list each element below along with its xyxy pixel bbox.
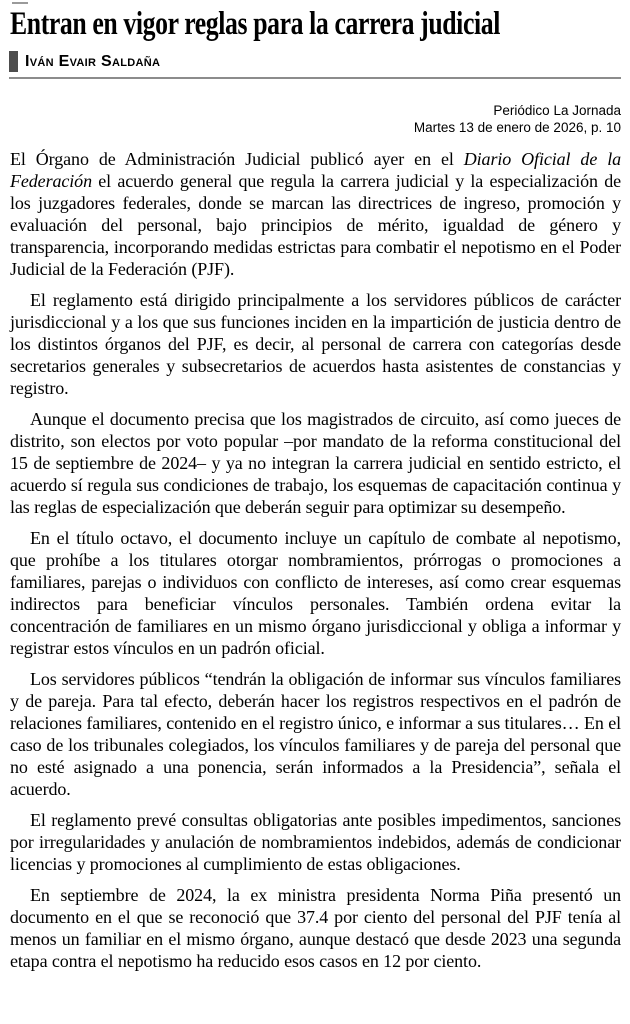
- article-paragraph: Aunque el documento precisa que los magistrados de circuito, así como jueces de distrito, son electos por voto popular –por mandato de la reforma constitucional del 15 de septiembre de 2024– y ya no integran la carrera judicial en sentido estricto, el acuerdo sí regula sus condiciones de trabajo, los esquemas de capacitación continua y las reglas de especialización que deberán seguir para optimizar su desempeño.: [10, 409, 621, 517]
- source-publication: Periódico La Jornada: [493, 103, 621, 118]
- top-edge-mark: [12, 2, 28, 4]
- article-title: Entran en vigor reglas para la carrera judicial: [10, 6, 500, 42]
- italic-publication-name: Diario Oficial de la Federación: [10, 149, 621, 191]
- byline-author: Iván Evair Saldaña: [25, 52, 161, 70]
- article-paragraph: [10, 148, 621, 280]
- source-block: [10, 102, 621, 136]
- article-paragraph: En septiembre de 2024, la ex ministra presidenta Norma Piña presentó un documento en el que se reconoció que 37.4 por ciento del personal del PJF tenía al menos un familiar en el mismo órgano, aunque destacó que desde 2023 una segunda etapa contra el nepotismo ha reducido esos casos en 12 por ciento.: [10, 885, 621, 971]
- byline-marker-icon: [9, 51, 18, 72]
- source-date-page: Martes 13 de enero de 2026, p. 10: [413, 120, 621, 135]
- paragraph-text: El Órgano de Administración Judicial publicó ayer en el: [10, 149, 464, 169]
- article-paragraph: Los servidores públicos “tendrán la obligación de informar sus vínculos familiares y de pareja. Para tal efecto, deberán hacer los registros respectivos en el padrón de relaciones familiares, contenido en el registro único, e informar a sus titulares… En el caso de los tribunales colegiados, los vínculos familiares y de pareja del personal que no esté asignado a una ponencia, serán informados a la Presidencia”, señala el acuerdo.: [10, 669, 621, 799]
- article-paragraph: El reglamento está dirigido principalmente a los servidores públicos de carácter jurisdiccional y a los que sus funciones inciden en la impartición de justicia dentro de los distintos órganos del PJF, es decir, al personal de carrera con categorías desde secretarios generales y subsecretarios de acuerdos hasta asistentes de constancias y registro.: [10, 290, 621, 398]
- article-body: [10, 148, 621, 972]
- article-paragraph: El reglamento prevé consultas obligatorias ante posibles impedimentos, sanciones por irregularidades y anulación de nombramientos indebidos, además de condicionar licencias y promociones al cumplimiento de estas obligaciones.: [10, 810, 621, 874]
- byline: [9, 51, 621, 79]
- paragraph-text: el acuerdo general que regula la carrera judicial y la especialización de los juzgadores federales, donde se marcan las directrices de ingreso, promoción y evaluación del personal, bajo principios de mérito, igualdad de género y transparencia, incorporando medidas estrictas para combatir el nepotismo en el Poder Judicial de la Federación (PJF).: [10, 171, 621, 279]
- article-paragraph: En el título octavo, el documento incluye un capítulo de combate al nepotismo, que prohíbe a los titulares otorgar nombramientos, prórrogas o promociones a familiares, parejas o individuos con conflicto de intereses, así como crear esquemas indirectos para beneficiar vínculos personales. También ordena evitar la concentración de familiares en un mismo órgano jurisdiccional y obliga a informar y registrar estos vínculos en un padrón oficial.: [10, 528, 621, 658]
